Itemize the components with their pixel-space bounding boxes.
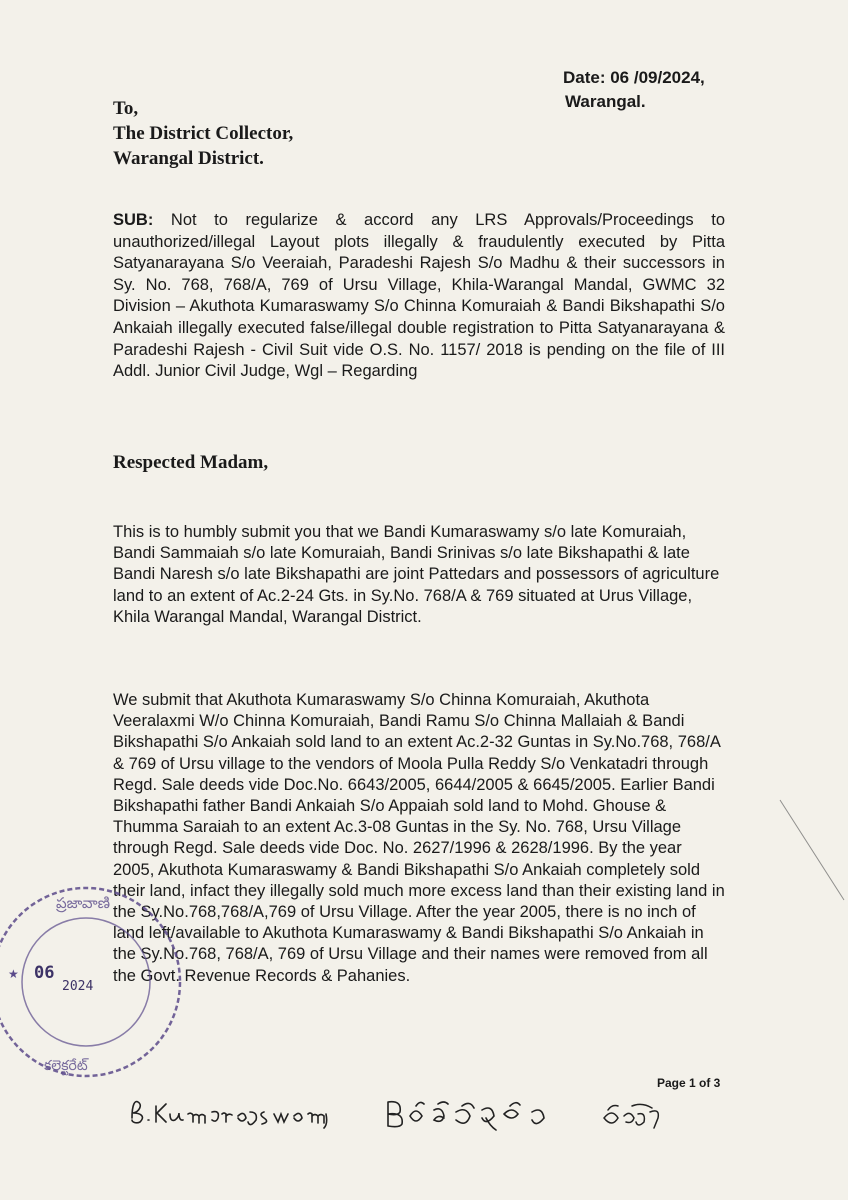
paragraph-2: We submit that Akuthota Kumaraswamy S/o Chinna Komuraiah, Akuthota Veeralaxmi W/o Chinna Komuraiah, Bandi Ramu S/o Chinna Mallaiah & Bandi Bikshapathi S/o Ankaiah sold land to an extent Ac.2-32 Guntas in Sy.No.768, 768/A & 769 of Ursu village to the vendors of Moola Pulla Reddy S/o Venkatadri through Regd. Sale deeds vide Doc.No. 6643/2005, 6644/2005 & 6645/2005. Earlier Bandi Bikshapathi father Bandi Ankaiah S/o Appaiah sold land to Mohd. Ghouse & Thumma Saraiah to an extent Ac.3-08 Guntas in the Sy. No. 768, Ursu Village through Regd. Sale deeds vide Doc. No. 2627/1996 & 2628/1996. By the year 2005, Akuthota Kumaraswamy & Bandi Bikshapathi S/o Ankaiah completely sold their land, infact they illegally sold much more excess land than their existing land in the Sy.No.768,768/A,769 of Ursu Village. After the year 2005, there is no inch of land left/available to Akuthota Kumaraswamy & Bandi Bikshapathi S/o Ankaiah in the Sy.No.768, 768/A, 769 of Ursu Village and their names were removed from all the Govt. Revenue Records & Pahanies. bbox=[113, 691, 725, 985]
letter-place: Warangal. bbox=[565, 92, 646, 111]
address-line-2: Warangal District. bbox=[113, 148, 264, 169]
stamp-year: 2024 bbox=[62, 979, 94, 994]
star-icon: ★ bbox=[8, 967, 19, 981]
subject-text: Not to regularize & accord any LRS Approvals/Proceedings to unauthorized/illegal Layout plots illegally & fraudulently executed by Pitta Satyanarayana S/o Veeraiah, Paradeshi Rajesh S/o Madhu & their successors in Sy. No. 768, 768/A, 769 of Ursu Village, Khila-Warangal Mandal, GWMC 32 Division – Akuthota Kumaraswamy S/o Chinna Komuraiah & Bandi Bikshapathi S/o Ankaiah illegally executed false/illegal double registration to Pitta Satyanarayana & Paradeshi Rajesh - Civil Suit vide O.S. No. 1157/ 2018 is pending on the file of III Addl. Junior Civil Judge, Wgl – Regarding bbox=[113, 211, 725, 381]
page-number: Page 1 of 3 bbox=[657, 1076, 721, 1090]
svg-text:ప్రజావాణి: ప్రజావాణి bbox=[56, 894, 111, 912]
address-line-1: The District Collector, bbox=[113, 123, 294, 144]
salutation: Respected Madam, bbox=[113, 452, 269, 473]
address-to: To, bbox=[113, 98, 139, 119]
subject-label: SUB: bbox=[113, 211, 154, 229]
stamp-date: 06 bbox=[34, 963, 55, 983]
letter-date: Date: 06 /09/2024, bbox=[563, 68, 705, 87]
svg-text:కలెక్టరేట్: కలెక్టరేట్ bbox=[44, 1058, 88, 1074]
paragraph-1: This is to humbly submit you that we Bandi Kumaraswamy s/o late Komuraiah, Bandi Sammaiah s/o late Komuraiah, Bandi Srinivas s/o late Bikshapathi & late Bandi Naresh s/o late Bikshapathi are joint Pattedars and possessors of agriculture land to an extent of Ac.2-24 Gts. in Sy.No. 768/A & 769 situated at Urus Village, Khila Warangal Mandal, Warangal District. bbox=[113, 523, 720, 626]
